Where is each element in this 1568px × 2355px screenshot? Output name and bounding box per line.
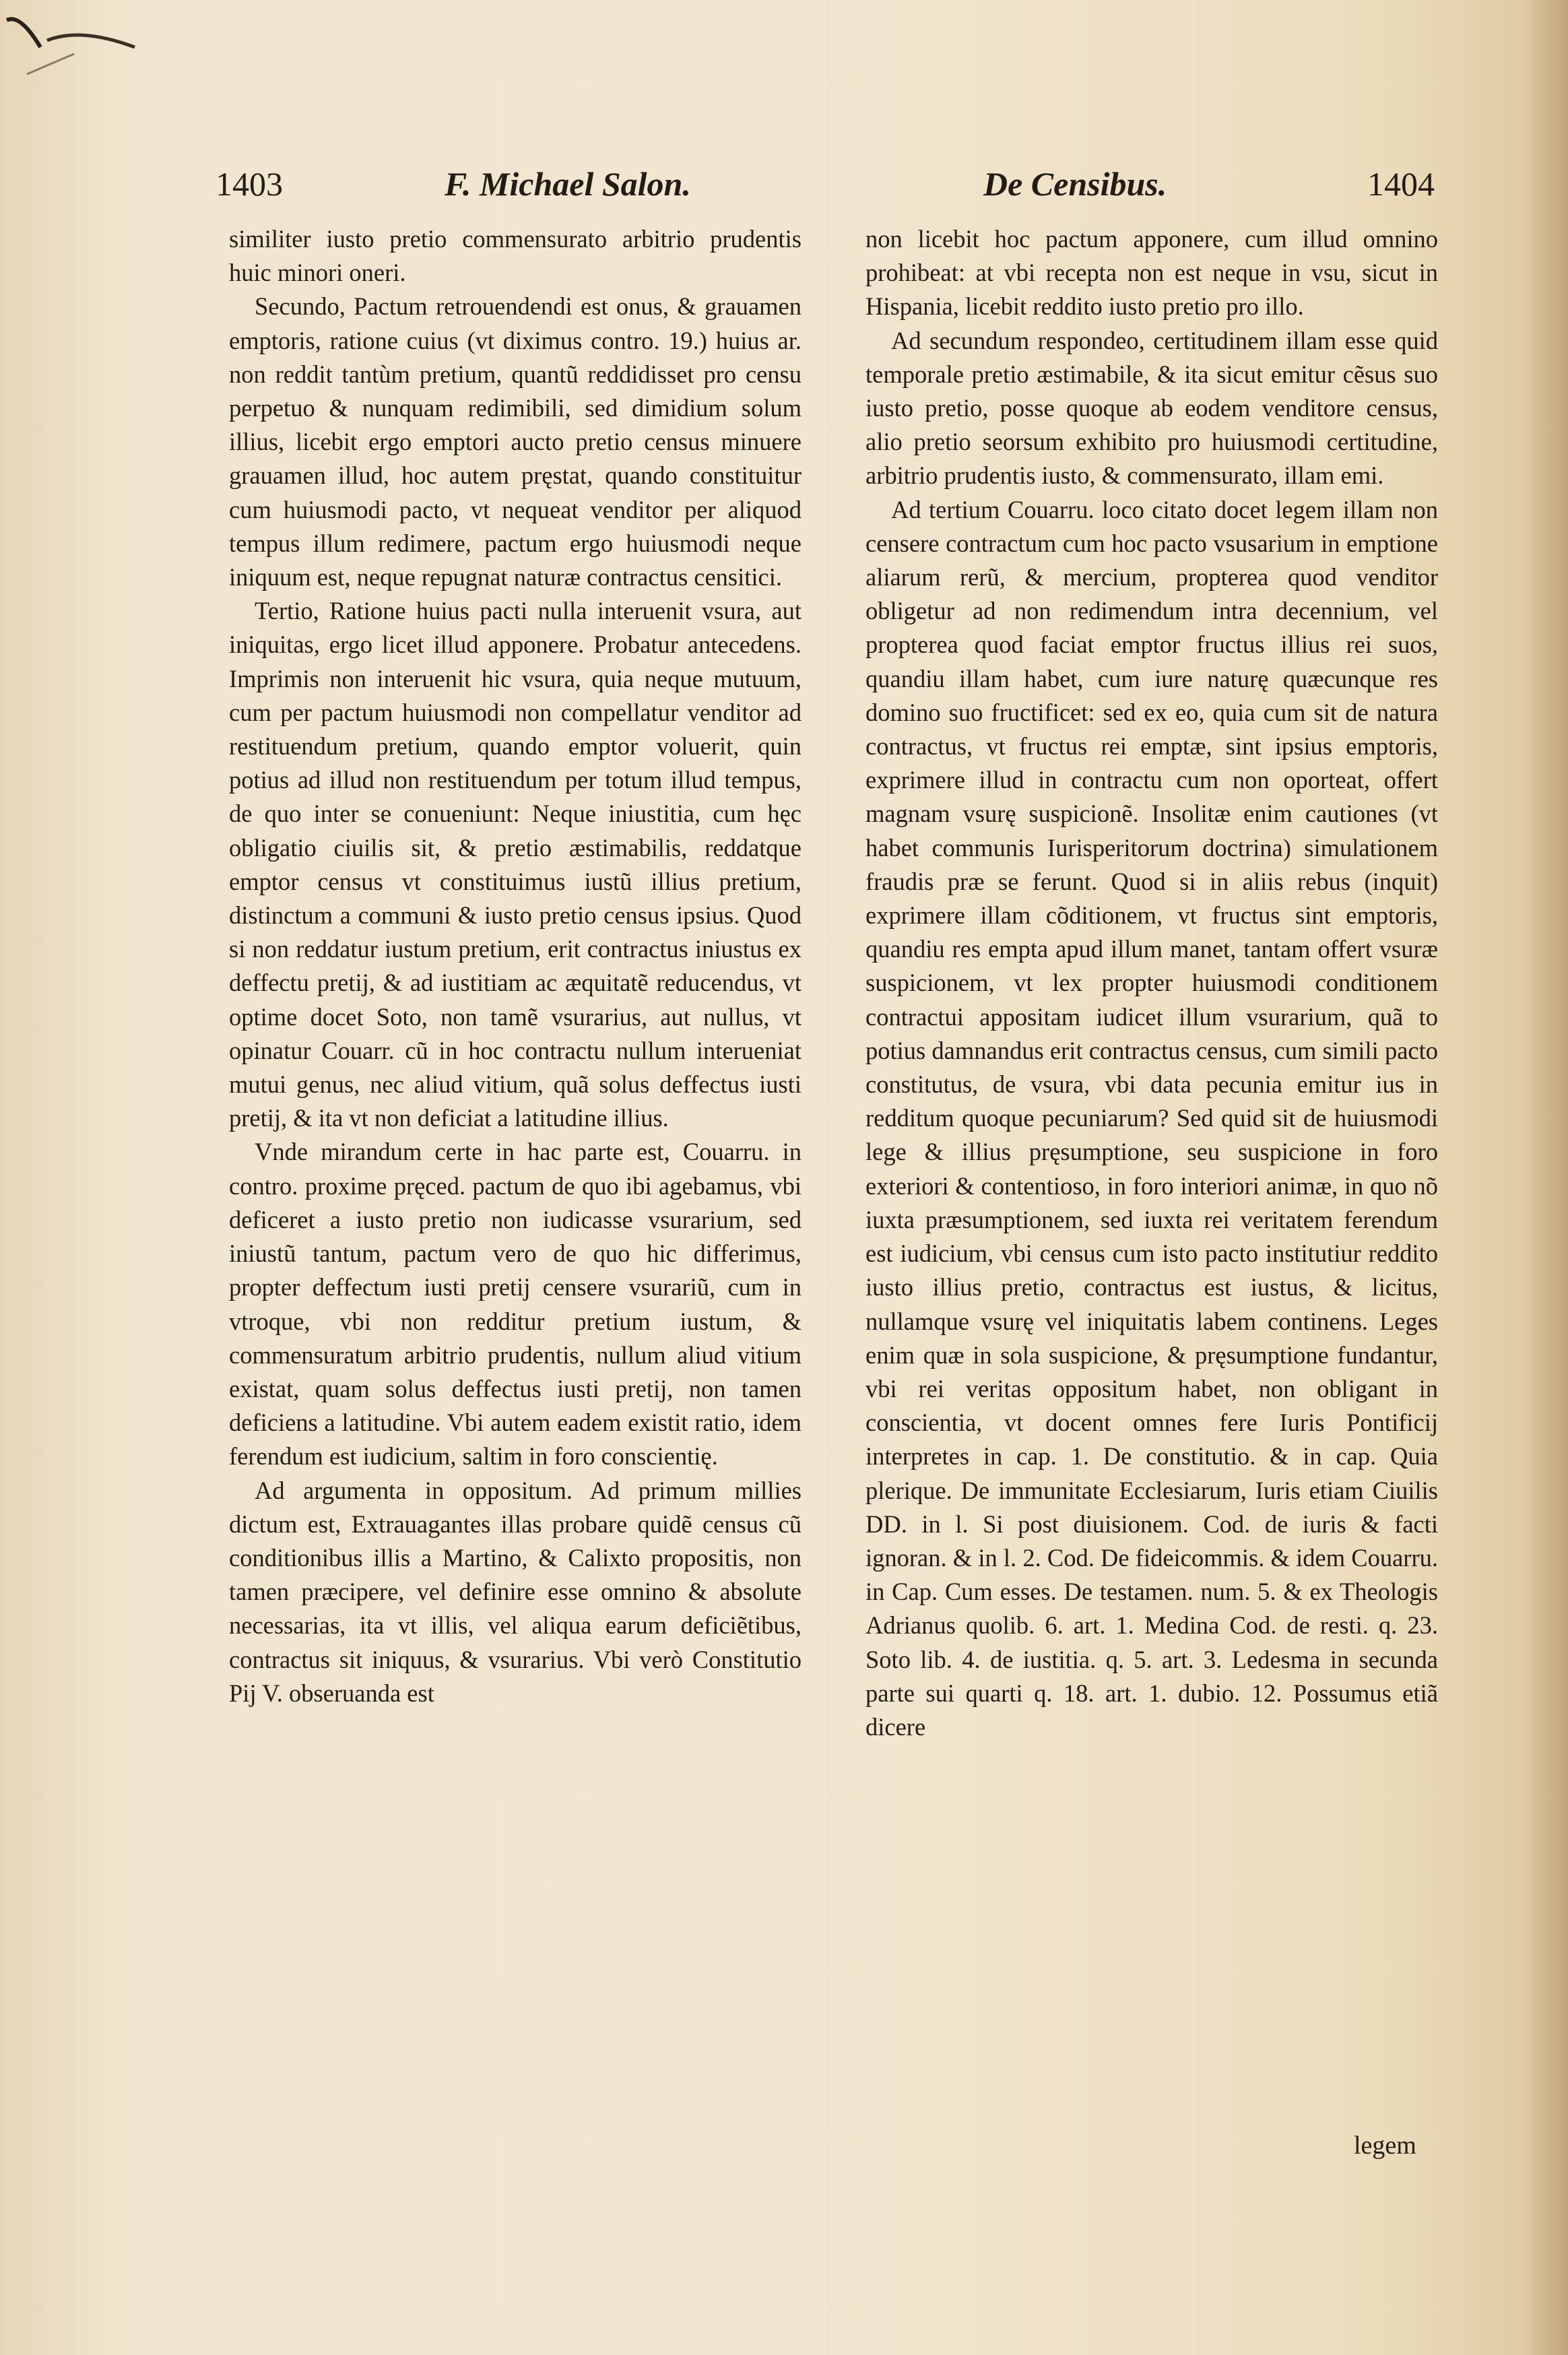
page-edge-shadow	[1521, 0, 1568, 2355]
running-head-title: De Censibus.	[983, 165, 1167, 203]
page-number-left: 1403	[216, 165, 283, 203]
paragraph: Ad secundum respondeo, certitudinem illam esse quid temporale pretio æstimabile, & ita sicut emitur cẽsus suo iusto pretio, posse quoque ab eodem venditore census, alio pretio seorsum exhibito pro huiusmodi certitudine, arbitrio prudentis iusto, & commensurato, illam emi.	[865, 326, 1438, 490]
running-head-author: F. Michael Salon.	[445, 165, 691, 203]
paragraph: Ad argumenta in oppositum. Ad primum millies dictum est, Extrauagantes illas probare quidẽ census cũ conditionibus illis a Martino, & Calixto propositis, non tamen præcipere, vel definire esse omnino & absolute necessarias, ita vt illis, vel aliqua earum deficiẽtibus, contractus sit iniquus, & vsurarius. Vbi verò Constitutio Pij V. obseruanda est	[229, 1476, 802, 1707]
paragraph: similiter iusto pretio commensurato arbitrio prudentis huic minori oneri.	[229, 225, 802, 287]
paragraph: non licebit hoc pactum apponere, cum illud omnino prohibeat: at vbi recepta non est neque in vsu, sicut in Hispania, licebit reddito iusto pretio pro illo.	[865, 225, 1438, 321]
catchword: legem	[1354, 2131, 1416, 2160]
torn-corner-marks	[0, 0, 162, 121]
left-column	[229, 222, 802, 1710]
paragraph: Ad tertium Couarru. loco citato docet legem illam non censere contractum cum hoc pacto vsusarium in emptione aliarum rerũ, & mercium, propterea quod venditor obligetur ad non redimendum intra decennium, vel propterea quod faciat emptor fructus illius rei suos, quandiu illam habet, cum iure naturę quæcunque res domino suo fructificet: sed ex eo, quia cum sit de natura contractus, vt fructus rei emptæ, sint ipsius emptoris, exprimere illud in contractu cum non oporteat, offert magnam vsurę suspicionẽ. Insolitæ enim cautiones (vt habet communis Iurisperitorum doctrina) simulationem fraudis præ se ferunt. Quod si in aliis rebus (inquit) exprimere illam cõditionem, vt fructus sint emptoris, quandiu res empta apud illum manet, tantam offert vsuræ suspicionem, vt lex propter huiusmodi conditionem contractui appositam iudicet illum vsurarium, quã to potius damnandus erit contractus census, cum simili pacto constitutus, de vsura, vbi data pecunia emitur ius in redditum quoque pecuniarum? Sed quid sit de huiusmodi lege & illius pręsumptione, seu suspicione in foro exteriori & contentioso, in foro interiori animæ, in quo nõ iuxta præsumptionem, sed iuxta rei veritatem ferendum est iudicium, vbi census cum isto pacto institutiur reddito iusto illius pretio, contractus est iustus, & licitus, nullamque vsurę vel iniquitatis labem continens. Leges enim quæ in sola suspicione, & pręsumptione fundantur, vbi rei veritas oppositum habet, non obligant in conscientia, vt docent omnes fere Iuris Pontificij interpretes in cap. 1. De constitutio. & in cap. Quia plerique. De immunitate Ecclesiarum, Iuris etiam Ciuilis DD. in l. Si post diuisionem. Cod. de iuris & facti ignoran. & in l. 2. Cod. De fideicommis. & idem Couarru. in Cap. Cum esses. De testamen. num. 5. & ex Theologis Adrianus quolib. 6. art. 1. Medina Cod. de resti. q. 23. Soto lib. 4. de iustitia. q. 5. art. 3. Ledesma in secunda parte sui quarti q. 18. art. 1. dubio. 12. Possumus etiã dicere	[865, 495, 1438, 1741]
paragraph: Vnde mirandum certe in hac parte est, Couarru. in contro. proxime pręced. pactum de quo ibi agebamus, vbi deficeret a iusto pretio non iudicasse vsurarium, sed iniustũ tantum, pactum vero de quo hic differimus, propter deffectum iusti pretij censere vsurariũ, cum in vtroque, vbi non redditur pretium iustum, & commensuratum arbitrio prudentis, nullum aliud vitium existat, quam solus deffectus iusti pretij, non tamen deficiens a latitudine. Vbi autem eadem existit ratio, idem ferendum est iudicium, saltim in foro conscientię.	[229, 1138, 802, 1471]
paragraph: Secundo, Pactum retrouendendi est onus, & grauamen emptoris, ratione cuius (vt diximus contro. 19.) huius ar. non reddit tantùm pretium, quantũ reddidisset pro censu perpetuo & nunquam redimibili, sed dimidium solum illius, licebit ergo emptori aucto pretio census minuere grauamen illud, hoc autem pręstat, quando constituitur cum huiusmodi pacto, vt nequeat venditor per aliquod tempus illum redimere, pactum ergo huiusmodi neque iniquum est, neque repugnat naturæ contractus censitici.	[229, 292, 802, 591]
paragraph: Tertio, Ratione huius pacti nulla interuenit vsura, aut iniquitas, ergo licet illud apponere. Probatur antecedens. Imprimis non interuenit hic vsura, quia neque mutuum, cum per pactum huiusmodi non compellatur venditor ad restituendum pretium, quando emptor voluerit, quin potius ad illud non restituendum per totum illud tempus, de quo inter se conueniunt: Neque iniustitia, cum hęc obligatio ciuilis sit, & pretio æstimabilis, reddatque emptor census vt constituimus iustũ illius pretium, distinctum a communi & iusto pretio census ipsius. Quod si non reddatur iustum pretium, erit contractus iniustus ex deffectu pretij, & ad iustitiam ac æquitatẽ reducendus, vt optime docet Soto, non tamẽ vsurarius, aut nullus, vt opinatur Couarr. cũ in hoc contractu nullum interueniat mutui genus, nec aliud vitium, quã solus deffectus iusti pretij, & ita vt non deficiat a latitudine illius.	[229, 597, 802, 1132]
running-head	[216, 154, 1435, 214]
right-column	[865, 222, 1438, 1744]
page-number-right: 1404	[1367, 165, 1435, 203]
